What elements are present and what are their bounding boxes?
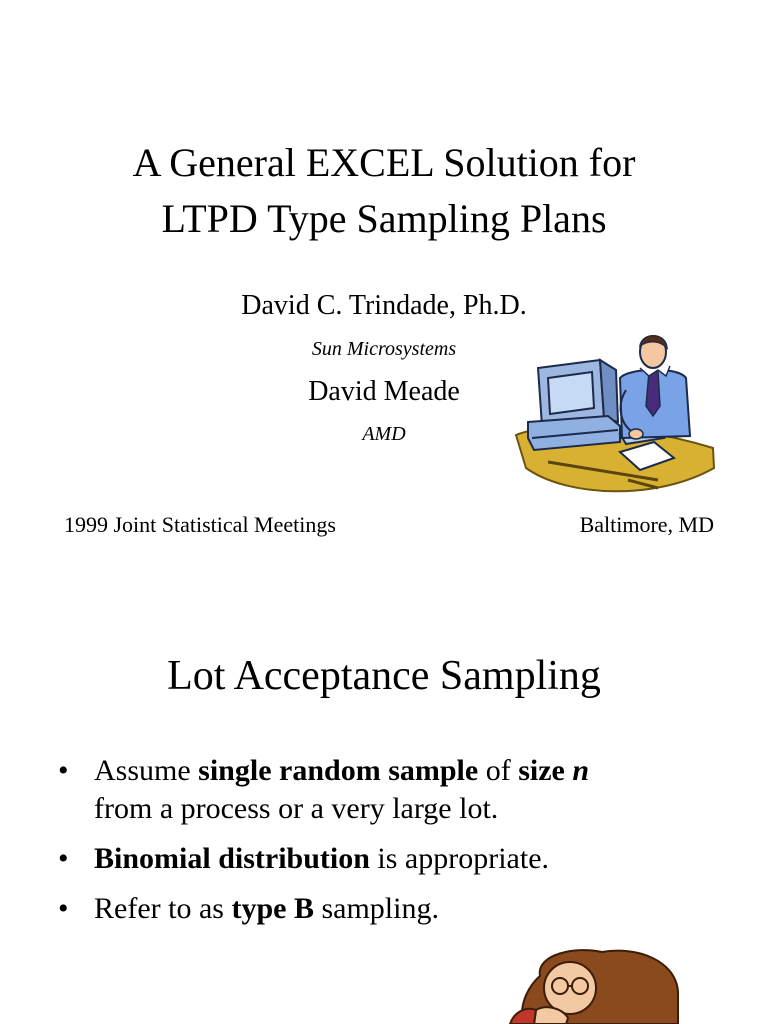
bullet-text-bold: size xyxy=(518,754,565,787)
bullet-text: of xyxy=(478,754,519,787)
author-1: David C. Trindade, Ph.D. xyxy=(241,290,527,321)
bullet-text: from a process or a very large lot. xyxy=(94,792,499,825)
author-2: David Meade xyxy=(308,376,460,407)
title-line-2: LTPD Type Sampling Plans xyxy=(161,196,607,241)
bullet-marker: • xyxy=(58,754,69,787)
bullet-text-bold: Binomial distribution xyxy=(94,842,370,875)
bullet-item xyxy=(58,890,718,928)
bullet-item xyxy=(58,752,718,828)
thinking-person-clipart-icon xyxy=(506,946,686,1024)
affiliation-1: Sun Microsystems xyxy=(311,338,457,360)
man-at-computer-desk-clipart-icon xyxy=(508,330,720,510)
footer-location: Baltimore, MD xyxy=(579,512,714,537)
footer-conference: 1999 Joint Statistical Meetings xyxy=(64,512,336,537)
title-line-1: A General EXCEL Solution for xyxy=(132,140,636,185)
bullet-text: is appropriate. xyxy=(369,842,550,875)
affiliation-2: AMD xyxy=(362,423,406,445)
bullet-marker: • xyxy=(58,842,69,875)
bullet-item xyxy=(58,840,718,878)
bullet-text-bold-italic: n xyxy=(572,754,590,787)
slide-2 xyxy=(0,600,768,1024)
bullet-list xyxy=(58,752,718,940)
bullet-text: sampling. xyxy=(313,892,439,925)
bullet-text: Refer to as xyxy=(94,892,232,925)
slide-title xyxy=(0,135,768,247)
bullet-text: Assume xyxy=(94,754,199,787)
bullet-text-bold: type B xyxy=(231,892,314,925)
bullet-text-bold: single random sample xyxy=(198,754,479,787)
slide-title: Lot Acceptance Sampling xyxy=(167,653,601,699)
bullet-marker: • xyxy=(58,892,69,925)
